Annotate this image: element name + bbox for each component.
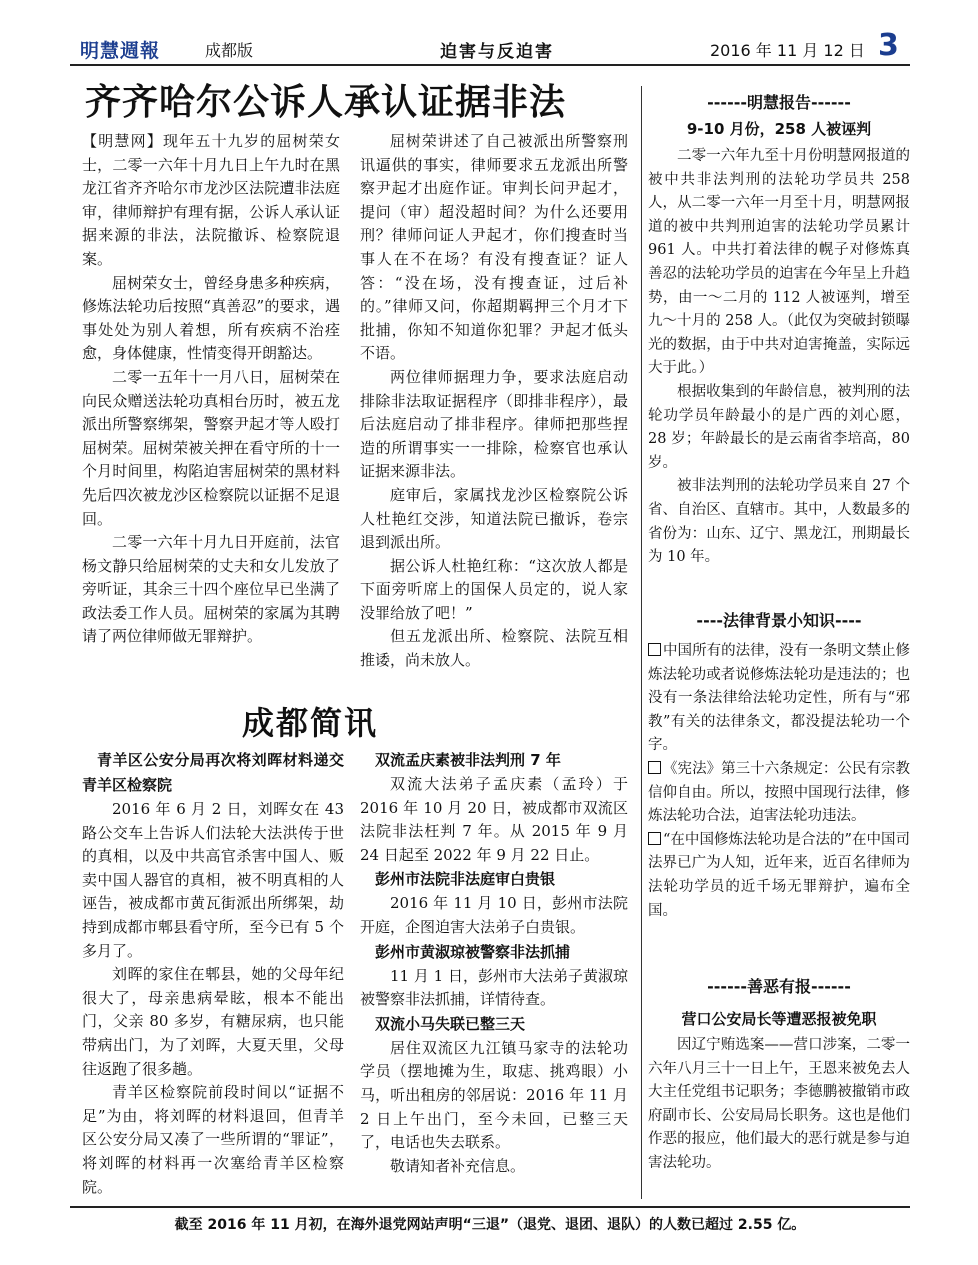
karma-subtitle: 营口公安局长等遭恶报被免职 [681,1010,877,1028]
checkbox-icon [648,832,661,845]
brief-paragraph: 敬请知者补充信息。 [390,1156,526,1175]
brief-heading: 彭州市黄淑琼被警察非法抓捕 [375,942,571,961]
article-paragraph: 据公诉人杜艳红称：“这次放人都是下面旁听席上的国保人员定的，说人家没罪给放了吧！” [360,556,628,622]
page-header [70,28,910,63]
brief-section-title: 成都简讯 [242,704,379,742]
article-paragraph: 【明慧网】现年五十九岁的屈树荣女士，二零一六年十月九日上午九时在黑龙江省齐齐哈尔市龙沙区法院遭非法庭审，律师辩护有理有据，公诉人承认证据来源的非法，法院撤诉、检察院退案。 [82,132,340,268]
brief-paragraph: 刘晖的家住在郫县，她的父母年纪很大了，母亲患病晕眩，根本不能出门，父亲 80 多岁，有糖尿病，也只能带病出门，为了刘晖，大夏天里，父母往返跑了很多趟。 [82,965,344,1078]
brief-paragraph: 2016 年 11 月 10 日，彭州市法院开庭，企图迫害大法弟子白贵银。 [360,894,628,936]
article-paragraph: 屈树荣讲述了自己被派出所警察刑讯逼供的事实，律师要求五龙派出所警察尹起才出庭作证。审判长问尹起才，提问（审）超没超时间？为什么还要用刑？律师问证人尹起才，你们搜查时当事人在不在场？有没有搜查证？证人答：“没在场，没有搜查证，过后补的。”律师又问，你超期羁押三个月才下批捕，你知不知道你犯罪？尹起才低头不语。 [360,132,628,363]
footer-rule [70,1206,910,1208]
issue-date: 2016 年 11 月 12 日 [710,41,865,60]
law-body [648,640,910,923]
karma-body [648,1034,910,1176]
article-column-1 [82,130,340,649]
article-paragraph: 两位律师据理力争，要求法庭启动排除非法取证据程序（即排非程序），最后法庭启动了排非程序。律师把那些捏造的所谓事实一一排除，检察官也承认证据来源非法。 [360,367,628,481]
law-item: 《宪法》第三十六条规定：公民有宗教信仰自由。所以，按照中国现行法律，修炼法轮功合法，迫害法轮功违法。 [648,760,910,825]
brief-heading: 双流小马失联已整三天 [375,1014,526,1033]
article-column-2 [360,130,628,673]
footer-note: 截至 2016 年 11 月初，在海外退党网站声明“三退”（退党、退团、退队）的人数已超过 2.55 亿。 [174,1217,806,1233]
brief-paragraph: 居住双流区九江镇马家寺的法轮功学员（摆地摊为生，取痣、挑鸡眼）小马，听出租房的邻居说：2016 年 11 月 2 日上午出门，至今未回，已整三天了，电话也失去联系。 [360,1038,628,1152]
brief-paragraph: 双流大法弟子孟庆素（孟玲）于 2016 年 10 月 20 日，被成都市双流区法院非法枉判 7 年。从 2015 年 9 月 24 日起至 2022 年 9 月 22 日止。 [360,775,628,864]
header-rule [70,64,910,66]
report-heading: ------明慧报告------ [707,93,851,112]
report-body [648,145,910,570]
article-paragraph: 庭审后，家属找龙沙区检察院公诉人杜艳红交涉，知道法院已撤诉，卷宗退到派出所。 [360,485,628,552]
main-headline: 齐齐哈尔公诉人承认证据非法 [85,81,567,123]
law-item: 中国所有的法律，没有一条明文禁止修炼法轮功或者说修炼法轮功是违法的；也没有一条法律给法轮功定性，所有与“邪教”有关的法律条文，都没提法轮功一个字。 [648,643,910,754]
edition-label: 成都版 [205,41,254,60]
brief-paragraph: 青羊区检察院前段时间以“证据不足”为由，将刘晖的材料退回，但青羊区公安分局又凑了一些所谓的“罪证”，将刘晖的材料再一次塞给青羊区检察院。 [82,1083,344,1196]
report-paragraph: 二零一六年九至十月份明慧网报道的被中共非法判刑的法轮功学员共 258 人，从二零一六年一月至十月，明慧网报道的被中共判刑迫害的法轮功学员累计 961 人。中共打着法律的幌子对修炼真善忍的法轮功学员的迫害在今年呈上升趋势，由一～二月的 112 人被诬判，增至九～十月的 258 人。（此仅为突破封锁曝光的数据，由于中共对迫害掩盖，实际远大于此。） [648,148,910,377]
column-divider [641,86,642,1199]
section-title: 迫害与反迫害 [440,42,554,62]
brief-paragraph: 2016 年 6 月 2 日，刘晖女在 43 路公交车上告诉人们法轮大法洪传于世的真相，以及中共高官杀害中国人、贩卖中国人器官的真相，被不明真相的人诬告，被成都市黄瓦街派出所绑架，劫持到成都市郫县看守所，至今已有 5 个多月了。 [82,800,344,960]
report-subtitle: 9-10 月份，258 人被诬判 [686,120,872,138]
karma-heading: ------善恶有报------ [707,977,851,996]
brief-paragraph: 11 月 1 日，彭州市大法弟子黄淑琼被警察非法抓捕，详情待查。 [360,966,628,1009]
article-paragraph: 二零一六年十月九日开庭前，法官杨文静只给屈树荣的丈夫和女儿发放了旁听证，其余三十四个座位早已坐满了政法委工作人员。屈树荣的家属为其聘请了两位律师做无罪辩护。 [82,533,340,646]
brief-heading: 双流孟庆素被非法判刑 7 年 [375,751,561,769]
brief-column-2 [360,748,628,1178]
karma-paragraph: 因辽宁贿选案——营口涉案，二零一六年八月三十一日上午，王恩来被免去人大主任党组书记职务；李德鹏被撤销市政府副市长、公安局局长职务。这也是他们作恶的报应，他们最大的恶行就是参与迫害法轮功。 [648,1037,910,1171]
checkbox-icon [648,761,661,774]
brief-column-1 [82,748,344,1199]
law-item: “在中国修炼法轮功是合法的”在中国司法界已广为人知，近年来，近百名律师为法轮功学员的近千场无罪辩护，遍布全国。 [648,831,910,919]
masthead: 明慧週報 [80,40,161,62]
report-paragraph: 根据收集到的年龄信息，被判刑的法轮功学员年龄最小的是广西的刘心愿，28 岁；年龄最长的是云南省李培高，80 岁。 [648,383,910,471]
page-number: 3 [878,28,899,63]
brief-heading: 彭州市法院非法庭审白贵银 [375,870,556,889]
article-paragraph: 屈树荣女士，曾经身患多种疾病，修炼法轮功后按照“真善忍”的要求，遇事处处为别人着想，所有疾病不治痊愈，身体健康，性情变得开朗豁达。 [82,273,340,363]
checkbox-icon [648,643,661,656]
article-paragraph: 二零一五年十一月八日，屈树荣在向民众赠送法轮功真相台历时，被五龙派出所警察绑架，警察尹起才等人殴打屈树荣。屈树荣被关押在看守所的十一个月时间里，构陷迫害屈树荣的黑材料先后四次被龙沙区检察院以证据不足退回。 [82,367,340,528]
article-paragraph: 但五龙派出所、检察院、法院互相推诿，尚未放人。 [360,627,628,670]
brief-heading: 青羊区公安分局再次将刘晖材料递交青羊区检察院 [82,751,344,794]
law-heading: ----法律背景小知识---- [696,611,862,630]
report-paragraph: 被非法判刑的法轮功学员来自 27 个省、自治区、直辖市。其中，人数最多的省份为：山东、辽宁、黑龙江，刑期最长为 10 年。 [648,478,910,566]
